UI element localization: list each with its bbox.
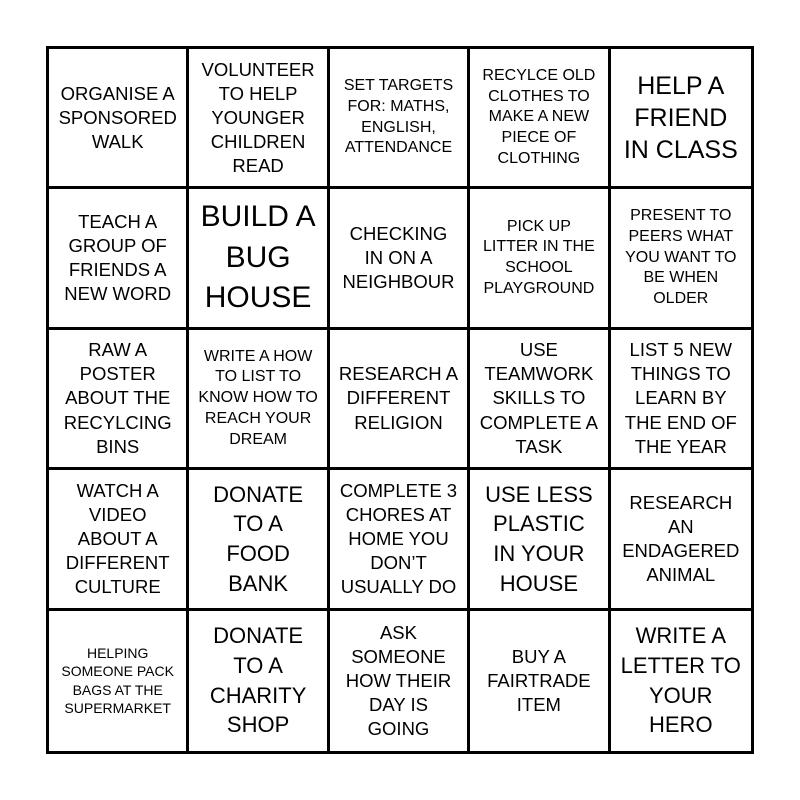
bingo-cell-text: ASK SOMEONE HOW THEIR DAY IS GOING	[345, 621, 452, 739]
bingo-cell[interactable]	[330, 611, 470, 751]
bingo-cell-text: PRESENT TO PEERS WHAT YOU WANT TO BE WHEN OLDER	[625, 207, 737, 308]
bingo-cell-text: BUY A FAIRTRADE ITEM	[487, 645, 591, 715]
bingo-cell-text: USE TEAMWORK SKILLS TO COMPLETE A TASK	[479, 339, 598, 457]
bingo-cell[interactable]	[470, 470, 610, 610]
bingo-cell-text: VOLUNTEER TO HELP YOUNGER CHILDREN READ	[201, 58, 315, 176]
bingo-cell[interactable]	[611, 330, 751, 470]
bingo-cell-text: TEACH A GROUP OF FRIENDS A NEW WORD	[64, 211, 172, 305]
bingo-cell[interactable]	[49, 470, 189, 610]
bingo-cell[interactable]	[189, 49, 329, 189]
bingo-cell-text: DONATE TO A CHARITY SHOP	[209, 623, 307, 738]
bingo-cell[interactable]	[330, 470, 470, 610]
bingo-cell[interactable]	[611, 470, 751, 610]
bingo-cell-text: CHECKING IN ON A NEIGHBOUR	[342, 223, 455, 293]
bingo-cell-text: BUILD A BUG HOUSE	[200, 200, 316, 315]
bingo-cell-text: RESEARCH A DIFFERENT RELIGION	[338, 363, 459, 433]
bingo-cell-text: USE LESS PLASTIC IN YOUR HOUSE	[485, 481, 593, 596]
bingo-cell-text: SET TARGETS FOR: MATHS, ENGLISH, ATTENDANCE	[343, 77, 454, 157]
bingo-cell[interactable]	[611, 611, 751, 751]
bingo-cell[interactable]	[49, 49, 189, 189]
bingo-cell[interactable]	[470, 189, 610, 329]
bingo-cell[interactable]	[611, 189, 751, 329]
bingo-cell[interactable]	[330, 189, 470, 329]
bingo-cell-text: HELPING SOMEONE PACK BAGS AT THE SUPERMARKET	[61, 644, 174, 717]
bingo-cell-text: WRITE A HOW TO LIST TO KNOW HOW TO REACH YOUR DREAM	[198, 347, 318, 448]
bingo-cell-text: DONATE TO A FOOD BANK	[213, 481, 304, 596]
bingo-cell-text: WATCH A VIDEO ABOUT A DIFFERENT CULTURE	[65, 479, 170, 597]
bingo-cell[interactable]	[330, 330, 470, 470]
bingo-cell[interactable]	[470, 49, 610, 189]
bingo-cell-text: RAW A POSTER ABOUT THE RECYLCING BINS	[63, 339, 172, 457]
bingo-cell-text: LIST 5 NEW THINGS TO LEARN BY THE END OF THE YEAR	[624, 339, 737, 457]
bingo-cell[interactable]	[49, 189, 189, 329]
bingo-cell-text: COMPLETE 3 CHORES AT HOME YOU DON’T USUALLY DO	[339, 479, 458, 597]
bingo-cell-text: RECYLCE OLD CLOTHES TO MAKE A NEW PIECE OF CLOTHING	[482, 66, 596, 167]
bingo-cell-text: RESEARCH AN ENDAGERED ANIMAL	[622, 491, 740, 585]
bingo-cell[interactable]	[611, 49, 751, 189]
bingo-cell-text: HELP A FRIEND IN CLASS	[623, 71, 738, 164]
bingo-cell[interactable]	[189, 470, 329, 610]
bingo-cell[interactable]	[49, 330, 189, 470]
bingo-cell[interactable]	[189, 330, 329, 470]
bingo-cell[interactable]	[470, 330, 610, 470]
bingo-cell[interactable]	[330, 49, 470, 189]
bingo-board	[46, 46, 754, 754]
bingo-cell[interactable]	[49, 611, 189, 751]
bingo-cell[interactable]	[189, 611, 329, 751]
bingo-cell-text: PICK UP LITTER IN THE SCHOOL PLAYGROUND	[483, 217, 595, 297]
bingo-cell[interactable]	[189, 189, 329, 329]
bingo-cell-text: ORGANISE A SPONSORED WALK	[58, 82, 177, 152]
bingo-cell[interactable]	[470, 611, 610, 751]
bingo-cell-text: WRITE A LETTER TO YOUR HERO	[620, 623, 741, 738]
